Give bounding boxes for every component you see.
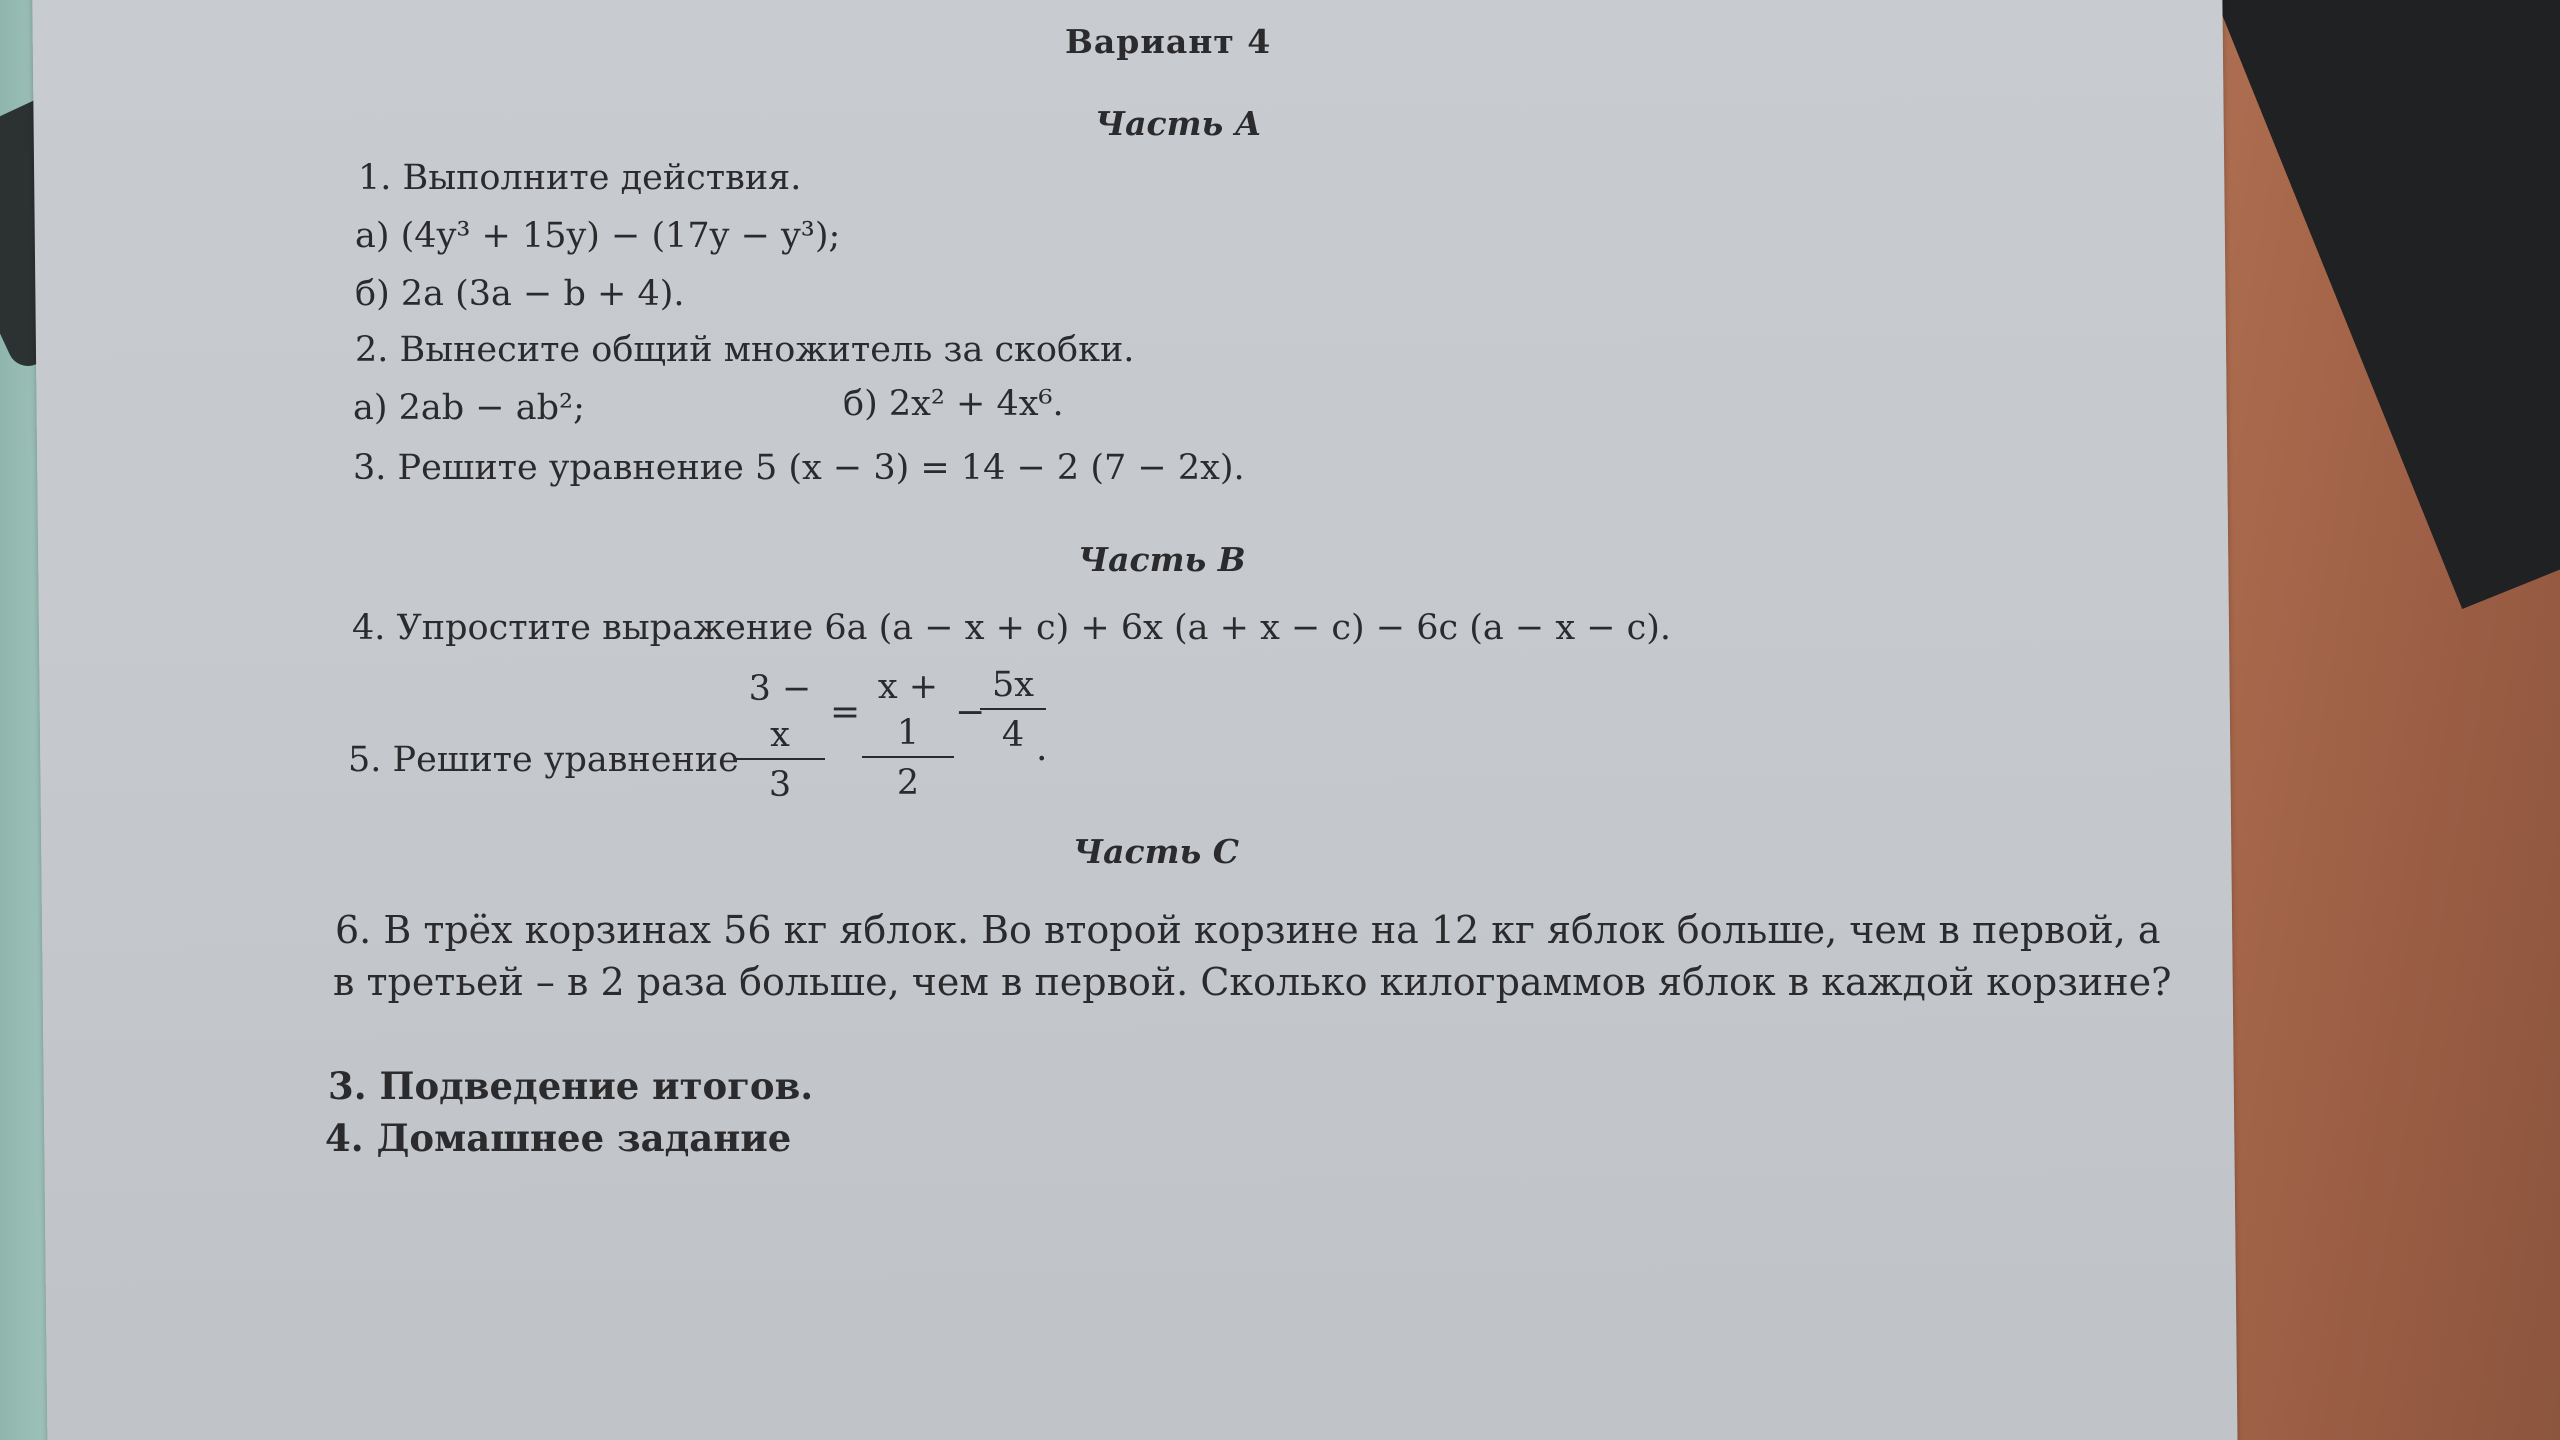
question-3: 3. Решите уравнение 5 (x − 3) = 14 − 2 (7 − 2x). <box>353 448 1245 488</box>
question-1a: а) (4y³ + 15y) − (17y − y³); <box>355 216 841 256</box>
fraction-1-denominator: 3 <box>768 765 792 805</box>
part-b-heading: Часть В <box>1078 540 1246 579</box>
equation-period: . <box>1036 728 1048 769</box>
fraction-2-denominator: 2 <box>896 763 920 803</box>
question-2a: а) 2ab − ab²; <box>353 388 585 428</box>
equals-sign: = <box>830 692 861 733</box>
part-c-heading: Часть С <box>1073 832 1240 871</box>
summary-item: 3. Подведение итогов. <box>328 1064 814 1108</box>
question-1b: б) 2a (3a − b + 4). <box>355 274 685 314</box>
question-6-line-1: 6. В трёх корзинах 56 кг яблок. Во второй корзине на 12 кг яблок больше, чем в первой, а <box>335 908 2161 952</box>
fraction-2-numerator: x + 1 <box>862 664 954 758</box>
question-1: 1. Выполните действия. <box>358 158 802 198</box>
fraction-2 <box>862 664 954 808</box>
question-4: 4. Упростите выражение 6a (a − x + c) + 6x (a + x − c) − 6c (a − x − c). <box>352 608 1672 648</box>
fraction-1 <box>735 666 825 810</box>
fraction-1-numerator: 3 − x <box>735 666 825 760</box>
question-2: 2. Вынесите общий множитель за скобки. <box>355 330 1135 370</box>
variant-title: Вариант 4 <box>1065 22 1272 61</box>
fraction-3-numerator: 5x <box>980 662 1046 710</box>
question-2b: б) 2x² + 4x⁶. <box>843 384 1064 424</box>
part-a-heading: Часть А <box>1095 104 1262 143</box>
minus-sign: − <box>955 692 986 733</box>
fraction-3-denominator: 4 <box>1001 715 1025 755</box>
homework-item: 4. Домашнее задание <box>325 1116 792 1160</box>
question-6-line-2: в третьей – в 2 раза больше, чем в первой. Сколько килограммов яблок в каждой корзине? <box>333 960 2172 1004</box>
question-5-label: 5. Решите уравнение <box>348 740 739 780</box>
